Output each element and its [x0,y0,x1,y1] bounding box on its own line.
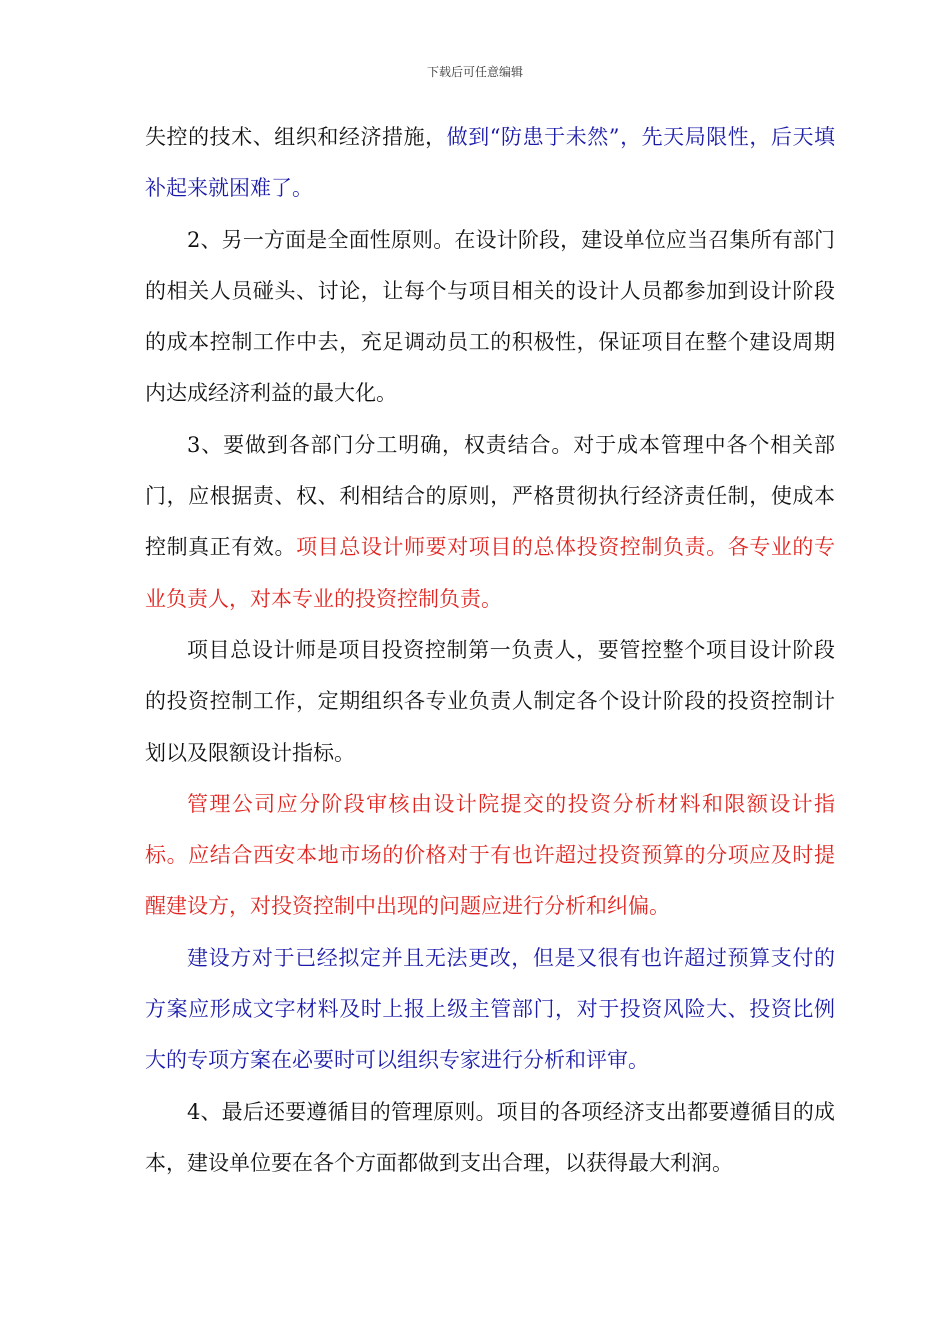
paragraph-5: 管理公司应分阶段审核由设计院提交的投资分析材料和限额设计指标。应结合西安本地市场的价格对于有也许超过投资预算的分项应及时提醒建设方，对投资控制中出现的问题应进行分析和纠偏。 [145,791,835,919]
paragraph-1-highlight: 做到“防患于未然”，先天局限性，后天填补起来就困难了。 [145,125,835,201]
paragraph-1 [145,112,835,215]
paragraph-3-highlight: 项目总设计师要对项目的总体投资控制负责。各专业的专业负责人，对本专业的投资控制负责。 [145,535,836,611]
paragraph-3 [145,420,835,625]
paragraph-4: 项目总设计师是项目投资控制第一负责人，要管控整个项目设计阶段的投资控制工作，定期组织各专业负责人制定各个设计阶段的投资控制计划以及限额设计指标。 [145,637,835,765]
document-body [145,112,835,1189]
paragraph-7: 4、最后还要遵循目的管理原则。项目的各项经济支出都要遵循目的成本，建设单位要在各个方面都做到支出合理，以获得最大利润。 [145,1099,835,1175]
paragraph-3-text: 3、要做到各部门分工明确，权责结合。对于成本管理中各个相关部门，应根据责、权、利相结合的原则，严格贯彻执行经济责任制，使成本控制真正有效。 [145,432,835,560]
page-header: 下载后可任意编辑 [426,65,523,79]
paragraph-2: 2、另一方面是全面性原则。在设计阶段，建设单位应当召集所有部门的相关人员碰头、讨论，让每个与项目相关的设计人员都参加到设计阶段的成本控制工作中去，充足调动员工的积极性，保证项目在整个建设周期内达成经济利益的最大化。 [145,227,835,406]
paragraph-6: 建设方对于已经拟定并且无法更改，但是又很有也许超过预算支付的方案应形成文字材料及时上报上级主管部门，对于投资风险大、投资比例大的专项方案在必要时可以组织专家进行分析和评审。 [145,945,835,1073]
paragraph-1-text: 失控的技术、组织和经济措施， [145,125,447,149]
